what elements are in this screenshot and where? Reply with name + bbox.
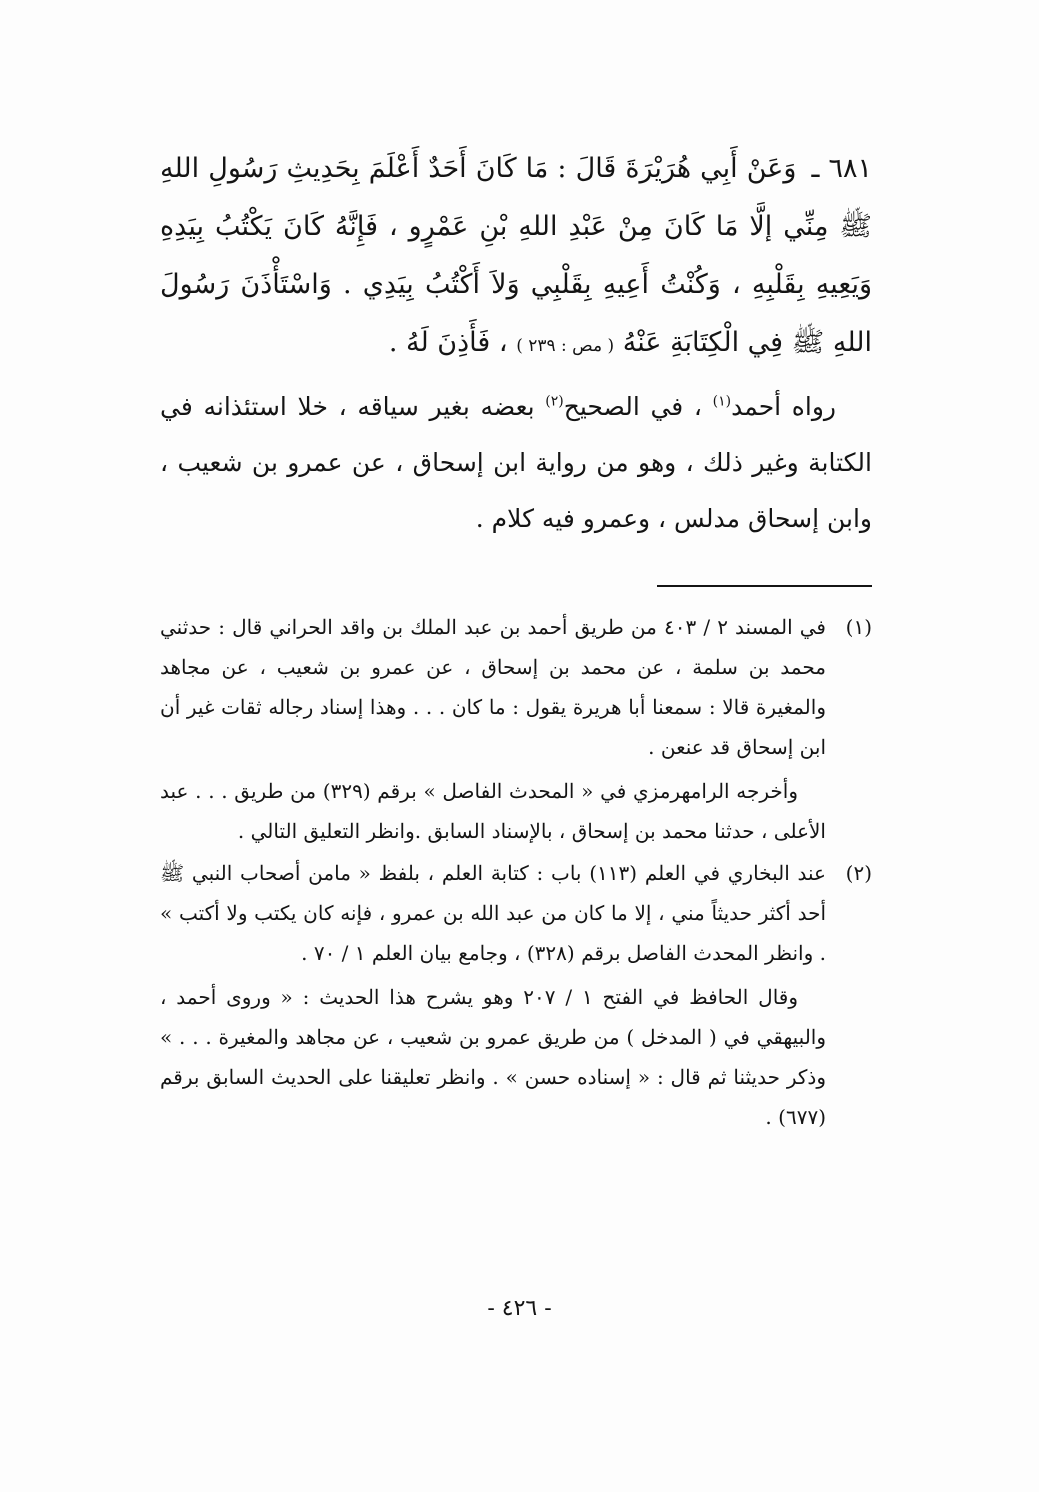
commentary-segment-1: رواه أحمد bbox=[731, 392, 836, 421]
hadith-body-part1: وَعَنْ أَبِي هُرَيْرَةَ قَالَ : مَا كَانَ أَحَدٌ أَعْلَمَ بِحَدِيثِ رَسُولِ اللهِ ﷺ مِنِّي إلَّا مَا كَانَ مِنْ عَبْدِ اللهِ بْنِ عَمْرٍو ، فَإِنَّهُ كَانَ يَكْتُبُ بِيَدِهِ وَيَعِيهِ بِقَلْبِهِ ، وَكُنْتُ أَعِيهِ بِقَلْبِي وَلاَ أَكْتُبُ بِيَدِي . وَاسْتَأْذَنَ رَسُولَ اللهِ ﷺ فِي الْكِتَابَةِ عَنْهُ bbox=[160, 153, 872, 358]
footnote-1-number: (١) bbox=[845, 615, 872, 639]
footnote-ref-2[interactable]: (٢) bbox=[545, 393, 564, 410]
footnote-2-body bbox=[160, 853, 826, 1137]
footnote-1 bbox=[160, 607, 872, 851]
hadith-inline-reference: ( مص : ٢٣٩ ) bbox=[516, 336, 615, 356]
commentary-segment-3: بعضه بغير سياقه ، خلا استئذانه في الكتابة وغير ذلك ، وهو من رواية ابن إسحاق ، عن عمرو بن شعيب ، وابن إسحاق مدلس ، وعمرو فيه كلام . bbox=[160, 392, 872, 533]
footnote-1-paragraph-2: وأخرجه الرامهرمزي في « المحدث الفاصل » برقم (٣٢٩) من طريق . . . عبد الأعلى ، حدثنا محمد بن إسحاق ، بالإسناد السابق .وانظر التعليق التالي . bbox=[160, 779, 826, 843]
footnote-2-paragraph-2: وقال الحافظ في الفتح ١ / ٢٠٧ وهو يشرح هذا الحديث : « وروى أحمد ، والبيهقي في ( المدخل ) من طريق عمرو بن شعيب ، عن مجاهد والمغيرة . . . » وذكر حديثنا ثم قال : « إسناده حسن » . وانظر تعليقنا على الحديث السابق برقم (٦٧٧) . bbox=[160, 985, 826, 1129]
page-number: - ٤٢٦ - bbox=[487, 1296, 552, 1321]
commentary bbox=[160, 379, 872, 547]
commentary-segment-2: ، في الصحيح bbox=[563, 392, 702, 421]
footnote-1-paragraph-1: في المسند ٢ / ٤٠٣ من طريق أحمد بن عبد الملك بن واقد الحراني قال : حدثني محمد بن سلمة ، عن محمد بن إسحاق ، عن عمرو بن شعيب ، عن مجاهد والمغيرة قالا : سمعنا أبا هريرة يقول : ما كان . . . وهذا إسناد رجاله ثقات غير أن ابن إسحاق قد عنعن . bbox=[160, 615, 826, 759]
footnote-2 bbox=[160, 853, 872, 1137]
footnote-2-paragraph-1: عند البخاري في العلم (١١٣) باب : كتابة العلم ، بلفظ « مامن أصحاب النبي ﷺ أحد أكثر حديثاً مني ، إلا ما كان من عبد الله بن عمرو ، فإنه كان يكتب ولا أكتب » . وانظر المحدث الفاصل برقم (٣٢٨) ، وجامع بيان العلم ١ / ٧٠ . bbox=[160, 861, 826, 965]
footnote-2-number: (٢) bbox=[845, 861, 872, 885]
footnote-separator bbox=[657, 585, 872, 587]
document-page bbox=[160, 140, 872, 1340]
hadith-text bbox=[160, 140, 872, 375]
commentary-paragraph bbox=[160, 379, 872, 547]
hadith-number: ٦٨١ ـ bbox=[811, 153, 872, 184]
footnotes bbox=[160, 607, 872, 1137]
footnote-1-body bbox=[160, 607, 826, 851]
footnote-ref-1[interactable]: (١) bbox=[712, 393, 732, 410]
hadith-body-part2: ، فَأَذِنَ لَهُ . bbox=[388, 327, 508, 358]
